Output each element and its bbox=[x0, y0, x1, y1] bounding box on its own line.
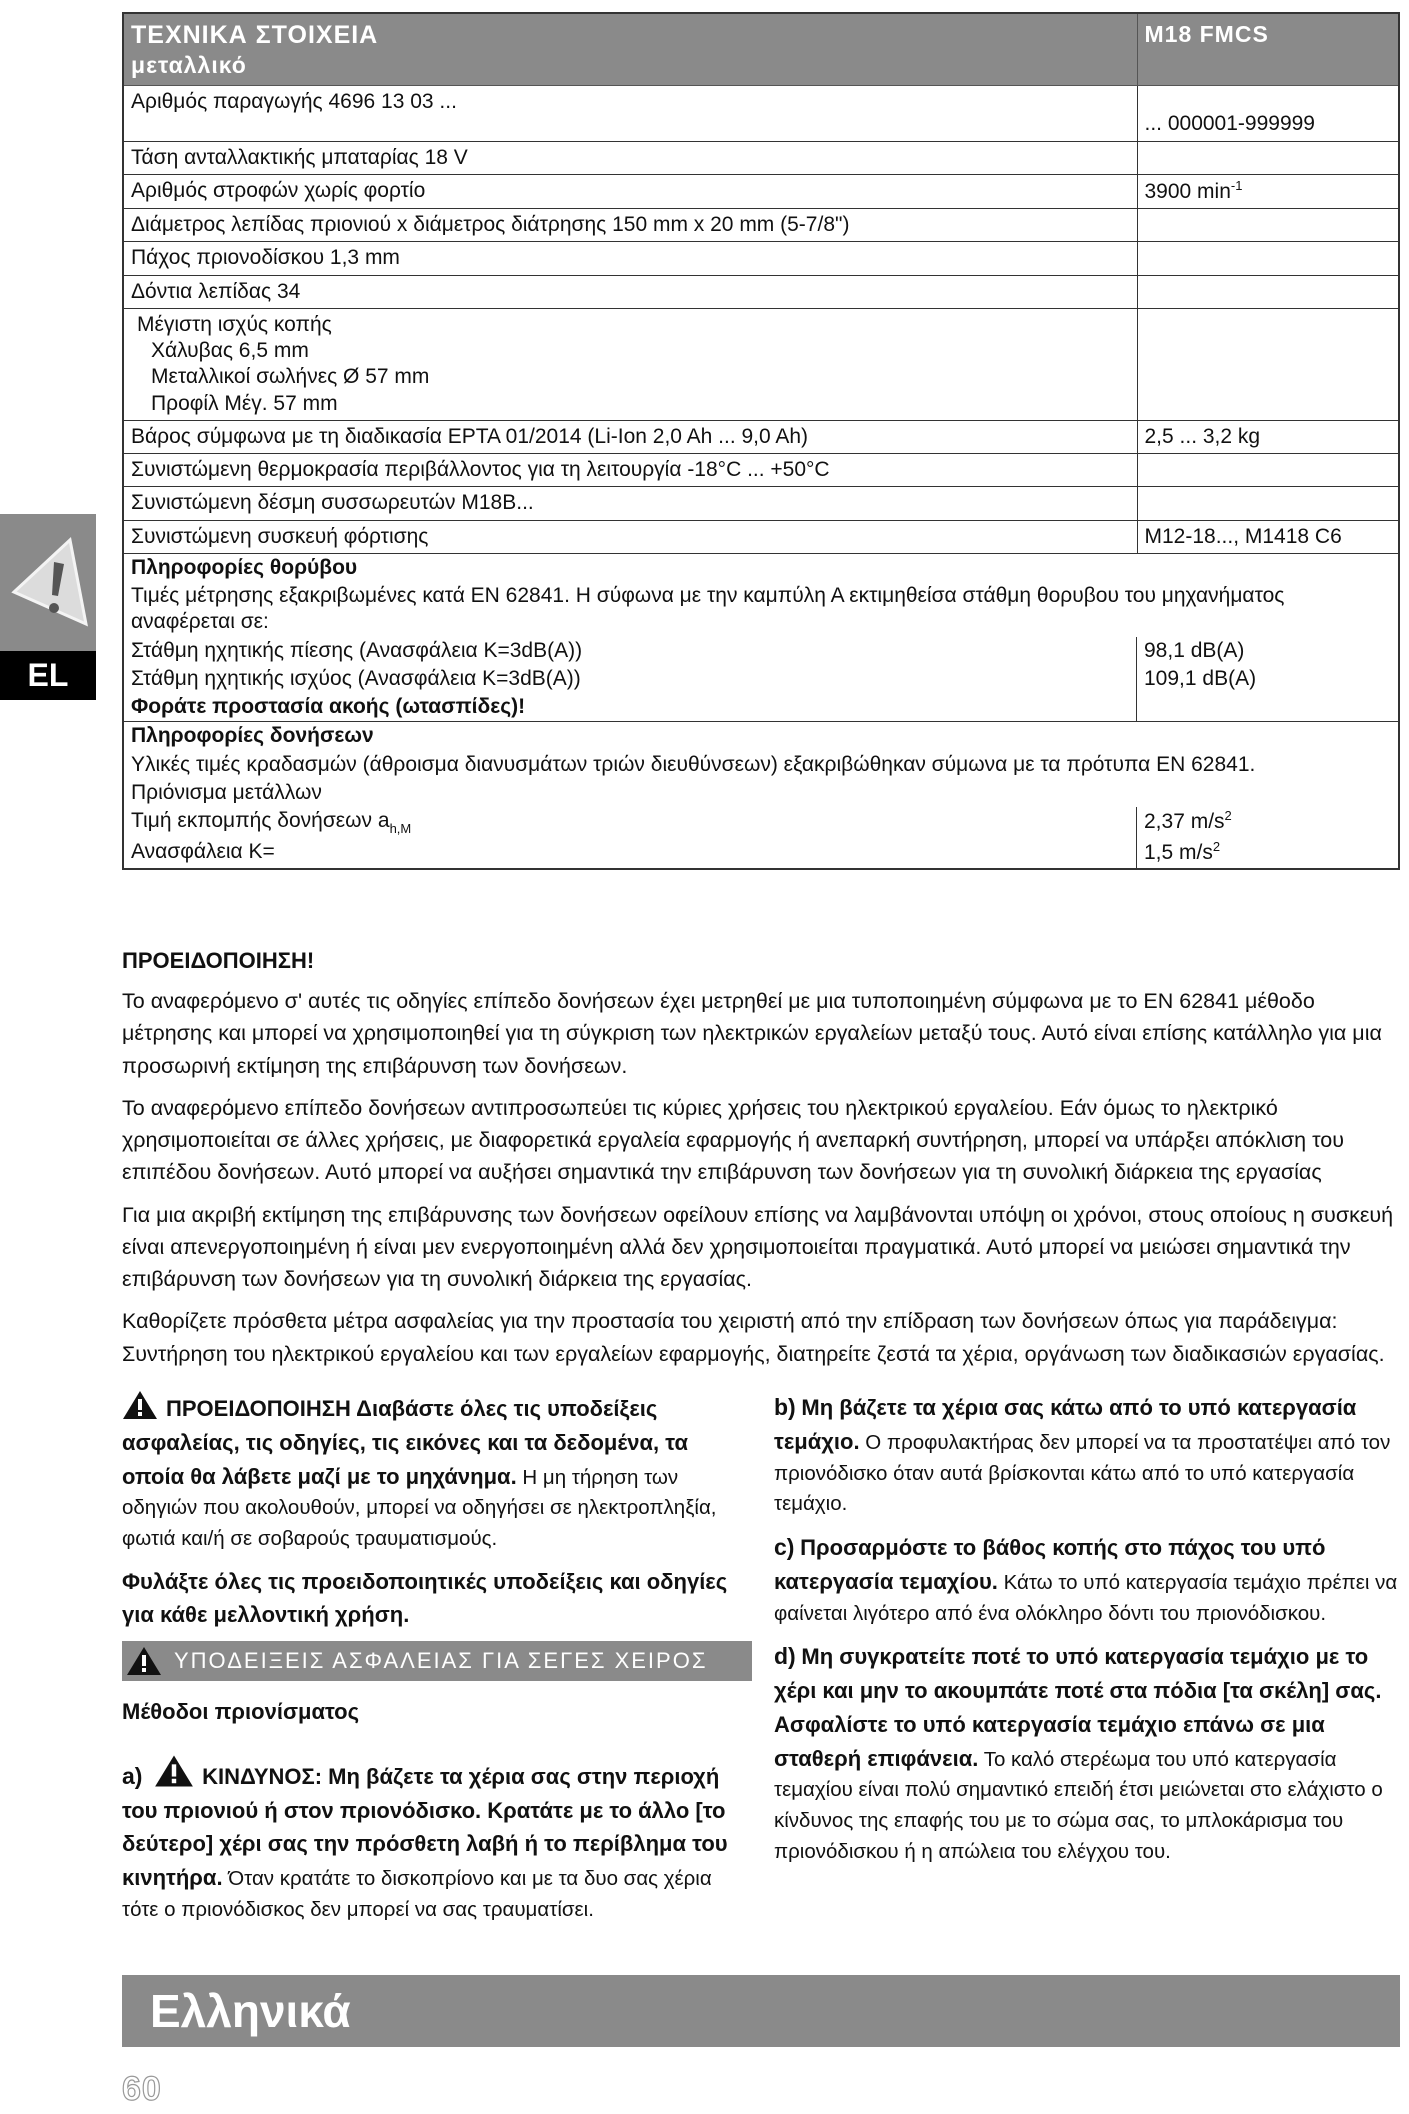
unit-exponent: 2 bbox=[1212, 839, 1221, 855]
vibration-warning-section bbox=[122, 944, 1400, 1380]
table-row bbox=[123, 487, 1399, 520]
warning-paragraph: Το αναφερόμενο επίπεδο δονήσεων αντιπροσωπεύει τις κύριες χρήσεις του ηλεκτρικού εργαλείου. Εάν όμως το ηλεκτρικό χρησιμοποιείται σε άλλες χρήσεις, με διαφορετικά εργαλεία εφαρμογής ή ανεπαρκή συντήρηση, μπορεί να υπάρξει απόκλιση του επιπέδου δονήσεων. Αυτό μπορεί να αυξήσει σημαντικά την επιβάρυνση των δονήσεων για τη συνολική διάρκεια της εργασίας bbox=[122, 1095, 1344, 1185]
vibration-category: Πριόνισμα μετάλλων bbox=[131, 780, 322, 804]
warning-triangle-icon bbox=[126, 1646, 162, 1676]
thickness-label: Πάχος πριονοδίσκου 1,3 mm bbox=[131, 246, 400, 270]
footer-language: Ελληνικά bbox=[150, 1985, 351, 2037]
teeth-label: Δόντια λεπίδας 34 bbox=[131, 279, 301, 303]
vibration-emission-value: 2,37 m/s bbox=[1144, 810, 1225, 833]
charger-label: Συνιστώμενη συσκευή φόρτισης bbox=[131, 524, 429, 548]
language-code: EL bbox=[0, 651, 96, 700]
vibration-intro: Υλικές τιμές κραδασμών (άθροισμα διανυσμάτων τριών διευθύνσεων) εξακριβώθηκαν σύμωνα με τα πρότυπα EN 62841. bbox=[131, 752, 1256, 776]
production-value: ... 000001-999999 bbox=[1144, 112, 1315, 136]
steel-label: Χάλυβας 6,5 mm bbox=[151, 339, 309, 362]
diameter-label: Διάμετρος λεπίδας πριονιού x διάμετρος διάτρησης 150 mm x 20 mm (5-7/8") bbox=[131, 213, 850, 236]
list-item bbox=[774, 1390, 1400, 1520]
table-row bbox=[123, 242, 1399, 275]
table-row bbox=[123, 174, 1399, 208]
item-c-text: Κάτω το υπό κατεργασία τεμάχιο πρέπει να φαίνεται λιγότερο από ένα ολόκληρο δόντι του πριονόδισκου. bbox=[774, 1570, 1398, 1625]
item-b-text: Ο προφυλακτήρας δεν μπορεί να τα προστατέψει από τον πριονόδισκο όταν αυτά βρίσκονται κάτω από το υπό κατεργασία τεμάχιο. bbox=[774, 1430, 1391, 1516]
language-side-tab bbox=[0, 514, 96, 700]
max-cut-label: Μέγιστη ισχύς κοπής bbox=[137, 312, 332, 336]
page-number: 60 bbox=[122, 2070, 162, 2108]
item-c-bold: Προσαρμόστε το βάθος κοπής στο πάχος του υπό κατεργασία τεμαχίου. bbox=[774, 1535, 1326, 1594]
vibration-heading: Πληροφορίες δονήσεων bbox=[131, 724, 374, 748]
table-row bbox=[123, 420, 1399, 453]
warning-triangle-icon bbox=[122, 1390, 158, 1420]
table-row bbox=[123, 520, 1399, 553]
item-letter: c) bbox=[774, 1534, 795, 1560]
sound-pressure-label: Στάθμη ηχητικής πίεσης (Ανασφάλεια K=3dB(A)) bbox=[131, 638, 583, 662]
weight-value: 2,5 ... 3,2 kg bbox=[1144, 424, 1261, 448]
table-row bbox=[123, 209, 1399, 242]
table-row bbox=[123, 454, 1399, 487]
table-row bbox=[123, 308, 1399, 420]
warning-paragraph: Το αναφερόμενο σ' αυτές τις οδηγίες επίπεδο δονήσεων έχει μετρηθεί με μια τυποποιημένη σύμφωνα με το EN 62841 μέθοδο μέτρησης και μπορεί να χρησιμοποιηθεί για τη σύγκριση των ηλεκτρικών εργαλείων μεταξύ τους. Αυτό είναι επίσης κατάλληλο για μια προσωρινή εκτίμηση της επιβάρυνση των δονήσεων. bbox=[122, 989, 1382, 1078]
safety-left-column bbox=[122, 1390, 752, 1936]
item-a-text: Όταν κρατάτε το δισκοπρίονο και με τα δυο σας χέρια τότε ο πριονόδισκος δεν μπορεί να σας τραυματίσει. bbox=[122, 1867, 712, 1921]
noise-heading: Πληροφορίες θορύβου bbox=[131, 555, 358, 579]
hearing-protection-note: Φοράτε προστασία ακοής (ωτασπίδες)! bbox=[131, 695, 526, 718]
vibration-emission-subscript: h,M bbox=[389, 821, 412, 836]
list-item bbox=[774, 1639, 1400, 1867]
weight-label: Βάρος σύμφωνα με τη διαδικασία EPTA 01/2014 (Li-Ion 2,0 Ah ... 9,0 Ah) bbox=[131, 424, 809, 448]
item-letter: b) bbox=[774, 1394, 796, 1420]
warning-paragraph: Καθορίζετε πρόσθετα μέτρα ασφαλείας για την προστασία του χειριστή από την επίδραση των δονήσεων όπως για παράδειγμα: Συντήρηση του ηλεκτρικού εργαλείου και των εργαλείων εφαρμογής, διατηρείτε ζεστά τα χέρια, οργάνωση των διαδικασιών εργασίας. bbox=[122, 1309, 1385, 1366]
vibration-section bbox=[123, 722, 1399, 869]
table-subtitle: μεταλλικό bbox=[131, 52, 247, 79]
warning-paragraph: Για μια ακριβή εκτίμηση της επιβάρυνσης των δονήσεων οφείλουν επίσης να λαμβάνονται υπόψη οι χρόνοι, στους οποίους η συσκευή είναι απενεργοποιημένη ή είναι μεν ενεργοποιημένη αλλά δεν χρησιμοποιείται πραγματικά. Αυτό μπορεί να μειώσει σημαντικά την επιβάρυνση των δονήσεων για τη συνολική διάρκεια της εργασίας. bbox=[122, 1202, 1394, 1291]
side-warning-box bbox=[0, 514, 96, 651]
voltage-label: Τάση ανταλλακτικής μπαταρίας 18 V bbox=[131, 145, 468, 169]
item-b-bold: Μη βάζετε τα χέρια σας κάτω από το υπό κατεργασία τεμάχιο. bbox=[774, 1395, 1357, 1454]
model-name: M18 FMCS bbox=[1144, 21, 1269, 47]
item-d-text: Το καλό στερέωμα του υπό κατεργασία τεμαχίου είναι πολύ σημαντικό επειδή έτσι μειώνεται στο ελάχιστο ο κίνδυνος της επαφής του με το σώμα σας, το μπλοκάρισμα του πριονόδισκου ή η απώλεια του ελέγχου του. bbox=[774, 1747, 1383, 1863]
table-header-row bbox=[123, 13, 1399, 85]
speed-value: 3900 min bbox=[1144, 179, 1231, 203]
method-heading: Μέθοδοι πριονίσματος bbox=[122, 1698, 360, 1724]
technical-data-table bbox=[122, 12, 1400, 870]
table-row bbox=[123, 275, 1399, 308]
list-item bbox=[122, 1754, 752, 1926]
safety-banner-text: ΥΠΟΔΕΙΞΕΙΣ ΑΣΦΑΛΕΙΑΣ ΓΙΑ ΣΕΓΕΣ ΧΕΙΡΟΣ bbox=[174, 1648, 708, 1674]
sound-power-value: 109,1 dB(A) bbox=[1136, 665, 1398, 693]
vibration-uncertainty-value: 1,5 m/s bbox=[1144, 841, 1213, 865]
safety-banner bbox=[122, 1641, 752, 1681]
list-item bbox=[774, 1530, 1400, 1629]
sound-power-label: Στάθμη ηχητικής ισχύος (Ανασφάλεια K=3dB(A)) bbox=[131, 666, 581, 690]
speed-label: Αριθμός στροφών χωρίς φορτίο bbox=[131, 178, 426, 202]
table-title: ΤΕΧΝΙΚΑ ΣΤΟΙΧΕΙΑ bbox=[131, 21, 379, 49]
item-letter: d) bbox=[774, 1643, 796, 1670]
speed-exponent: -1 bbox=[1230, 177, 1243, 193]
battery-label: Συνιστώμενη δέσμη συσσωρευτών M18B... bbox=[131, 491, 534, 515]
item-letter: a) bbox=[122, 1762, 143, 1789]
table-row bbox=[123, 85, 1399, 141]
vibration-uncertainty-label: Ανασφάλεια K= bbox=[131, 840, 275, 864]
exclamation-warning-icon bbox=[8, 532, 88, 632]
safety-right-column bbox=[774, 1390, 1400, 1878]
temperature-label: Συνιστώμενη θερμοκρασία περιβάλλοντος για τη λειτουργία -18°C ... +50°C bbox=[131, 458, 830, 481]
charger-value: M12-18..., M1418 C6 bbox=[1144, 524, 1342, 548]
vibration-emission-label: Τιμή εκπομπής δονήσεων a bbox=[131, 809, 390, 832]
item-d-bold: Μη συγκρατείτε ποτέ το υπό κατεργασία τεμάχιο με το χέρι και μην το ακουμπάτε ποτέ στα πόδια [τα σκέλη] σας. Ασφαλίστε το υπό κατεργασία τεμάχιο επάνω σε μια σταθερή επιφάνεια. bbox=[774, 1644, 1382, 1771]
table-row bbox=[123, 141, 1399, 174]
noise-intro: Τιμές μέτρησης εξακριβωμένες κατά EN 62841. Η σύφωνα με την καμπύλη Α εκτιμηθείσα στάθμη θορυβου του μηχανήματος αναφέρεται σε: bbox=[131, 584, 1285, 634]
warning-triangle-icon bbox=[154, 1754, 194, 1788]
noise-section bbox=[123, 553, 1399, 722]
production-label: Αριθμός παραγωγής 4696 13 03 ... bbox=[131, 89, 457, 113]
general-warning-text: Η μη τήρηση των οδηγιών που ακολουθούν, μπορεί να οδηγήσει σε ηλεκτροπληξία, φωτιά και/ή σε σοβαρούς τραυματισμούς. bbox=[122, 1465, 717, 1550]
warning-heading: ΠΡΟΕΙΔΟΠΟΙΗΣΗ! bbox=[122, 948, 315, 973]
item-a-bold: ΚΙΝΔΥΝΟΣ: Μη βάζετε τα χέρια σας στην περιοχή του πριονιού ή στον πριονόδισκο. Κρατάτε με το άλλο [το δεύτερο] χέρι σας την πρόσθετη λαβή ή το περίβλημα του κινητήρα. bbox=[122, 1763, 728, 1890]
unit-exponent: 2 bbox=[1224, 808, 1232, 823]
pipes-label: Μεταλλικοί σωλήνες Ø 57 mm bbox=[151, 365, 430, 389]
sound-pressure-value: 98,1 dB(A) bbox=[1136, 637, 1398, 665]
footer-language-band bbox=[122, 1975, 1400, 2047]
keep-instructions-note: Φυλάξτε όλες τις προειδοποιητικές υποδείξεις και οδηγίες για κάθε μελλοντική χρήση. bbox=[122, 1568, 728, 1627]
general-warning-bold: ΠΡΟΕΙΔΟΠΟΙΗΣΗ Διαβάστε όλες τις υποδείξεις ασφαλείας, τις οδηγίες, τις εικόνες και τα δεδομένα, τα οποία θα λάβετε μαζί με το μηχάνημα. bbox=[122, 1396, 689, 1489]
profile-label: Προφίλ Μέγ. 57 mm bbox=[151, 391, 338, 415]
